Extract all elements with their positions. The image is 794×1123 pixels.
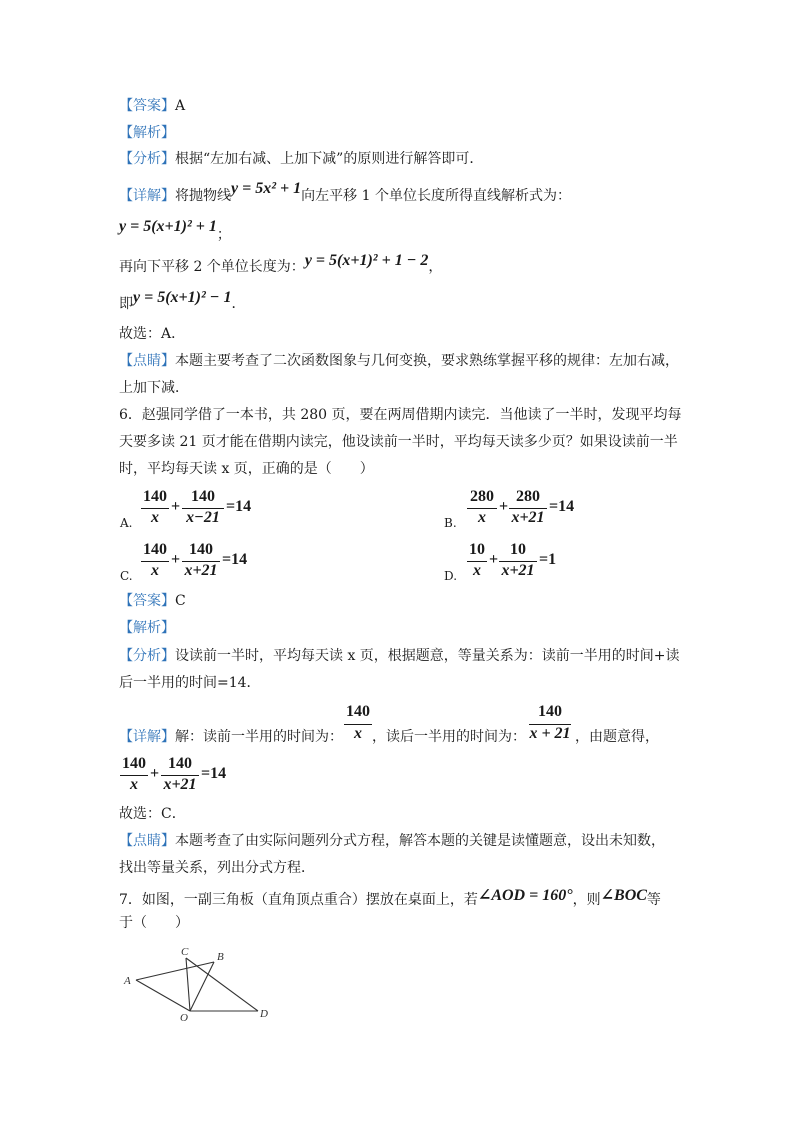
q6-stem-line2: 天要多读 21 页才能在借期内读完，他设读前一半时，平均每天读多少页？如果设读前一半	[119, 434, 678, 450]
label-d: D	[260, 1008, 268, 1020]
plus-sign: +	[171, 498, 181, 515]
equation-result: y = 5(x+1)² − 1	[133, 289, 232, 306]
option-rhs: =14	[222, 551, 248, 568]
equation-shift-left: y = 5(x+1)² + 1	[119, 218, 217, 235]
plus-sign: +	[150, 765, 160, 782]
xiangjie-text1: 将抛物线	[175, 188, 231, 204]
q6-fenxi-line2: 后一半用的时间=14．	[119, 675, 261, 691]
triangle-rulers-figure	[118, 940, 278, 1026]
plus-sign: +	[171, 551, 181, 568]
answer-value: C	[175, 593, 186, 609]
eq4-tail: ．	[231, 296, 246, 312]
option-fraction: 280 x+21	[509, 488, 547, 528]
q7-stem-text-c: 等	[646, 892, 661, 908]
label-b: B	[217, 951, 224, 963]
q6-stem-line1: 6．赵强同学借了一本书，共 280 页，要在两周借期内读完．当他读了一半时，发现平均每	[119, 407, 682, 423]
label-o: O	[180, 1012, 188, 1024]
shift-down-text: 再向下平移 2 个单位长度为：	[119, 259, 305, 275]
xiangjie-text2: 向左平移 1 个单位长度所得直线解析式为：	[301, 188, 571, 204]
q7-stem-text-a: 7．如图，一副三角板（直角顶点重合）摆放在桌面上，若	[119, 892, 478, 908]
q7-stem-line1	[119, 887, 661, 909]
equation-fraction: 140 x+21	[161, 755, 199, 795]
option-letter: C.	[120, 569, 133, 583]
plus-sign: +	[489, 551, 499, 568]
option-rhs: =1	[539, 551, 557, 568]
label-a: A	[124, 975, 131, 987]
q6-choice-line: 故选：C．	[119, 806, 186, 822]
option-rhs: =14	[226, 498, 252, 515]
q5-choice-line: 故选：A．	[119, 326, 186, 342]
result-prefix: 即	[119, 296, 133, 312]
dianjing-text1: 本题考查了由实际问题列分式方程，解答本题的关键是读懂题意，设出未知数，	[175, 833, 665, 849]
q5-eq2-line	[119, 218, 231, 243]
q6-dianjing-line1	[119, 832, 665, 850]
option-letter: A.	[120, 516, 133, 530]
xiangjie-text-a: 解：读前一半用的时间为：	[175, 729, 343, 745]
equation-shift-down: y = 5(x+1)² + 1 − 2	[304, 252, 429, 269]
dianjing-text1: 本题主要考查了二次函数图象与几何变换，要求熟练掌握平移的规律：左加右减，	[175, 353, 679, 369]
angle-aod-equation: ∠AOD = 160°	[477, 887, 573, 904]
xiangjie-tag: 【详解】	[119, 729, 175, 745]
q5-fenxi-line	[119, 150, 483, 168]
fenxi-text: 设读前一半时，平均每天读 x 页，根据题意，等量关系为：读前一半用的时间+读	[175, 648, 680, 664]
q5-dianjing-line1	[119, 352, 679, 370]
q5-answer-line	[119, 97, 185, 115]
option-fraction: 140 x	[143, 541, 167, 579]
answer-tag: 【答案】	[119, 593, 175, 609]
answer-value: A	[175, 98, 186, 114]
segment-cd	[186, 958, 258, 1011]
option-fraction: 140 x+21	[182, 541, 220, 581]
answer-tag: 【答案】	[119, 98, 175, 114]
option-fraction: 140 x−21	[182, 488, 224, 528]
q6-xiangjie-line	[119, 728, 343, 746]
option-letter: B.	[444, 516, 457, 530]
xiangjie-tag: 【详解】	[119, 188, 175, 204]
q5-xiangjie-line	[119, 180, 571, 205]
q5-dianjing-line2: 上加下减．	[119, 380, 189, 396]
dianjing-tag: 【点睛】	[119, 833, 175, 849]
xiangjie-text-b: ，读后一半用的时间为：	[372, 729, 526, 745]
option-fraction: 10 x	[469, 541, 485, 579]
option-fraction: 280 x	[467, 488, 497, 528]
xiangjie-text-c: ，由题意得，	[575, 729, 659, 745]
option-fraction: 10 x+21	[499, 541, 537, 581]
analysis-tag: 【解析】	[119, 125, 175, 141]
option-rhs: =14	[549, 498, 575, 515]
q6-analysis-line	[119, 619, 175, 637]
angle-boc: ∠BOC	[600, 887, 647, 904]
eq2-tail: ；	[216, 227, 231, 243]
fenxi-text: 根据“左加右减、上加下减”的原则进行解答即可．	[175, 151, 484, 167]
option-letter: D.	[444, 569, 458, 583]
q7-stem-line2: 于（ ）	[119, 915, 189, 931]
q6-stem-line3: 时，平均每天读 x 页，正确的是（ ）	[119, 461, 374, 477]
q7-stem-text-b: ，则	[572, 892, 601, 908]
eq3-tail: ，	[428, 259, 443, 275]
fenxi-tag: 【分析】	[119, 151, 175, 167]
q6-fenxi-line1	[119, 647, 680, 665]
q5-analysis-line	[119, 124, 175, 142]
q5-result-line	[119, 289, 246, 313]
equation-fraction: 140 x	[122, 755, 146, 793]
segment-ao	[136, 980, 190, 1011]
fenxi-tag: 【分析】	[119, 648, 175, 664]
analysis-tag: 【解析】	[119, 620, 175, 636]
q5-shift-down-line	[119, 252, 443, 276]
plus-sign: +	[499, 498, 509, 515]
segment-ab	[136, 962, 214, 980]
time-first-half-fraction: 140 x	[346, 703, 370, 742]
time-second-half-fraction: 140 x + 21	[529, 703, 571, 742]
equation-parabola: y = 5x² + 1	[231, 180, 302, 197]
q6-answer-line	[119, 592, 186, 610]
q6-dianjing-line2: 找出等量关系，列出分式方程．	[119, 860, 315, 876]
dianjing-tag: 【点睛】	[119, 353, 175, 369]
label-c: C	[181, 946, 189, 958]
equation-rhs: =14	[201, 765, 227, 782]
segment-co	[186, 958, 190, 1011]
option-fraction: 140 x	[143, 488, 167, 526]
